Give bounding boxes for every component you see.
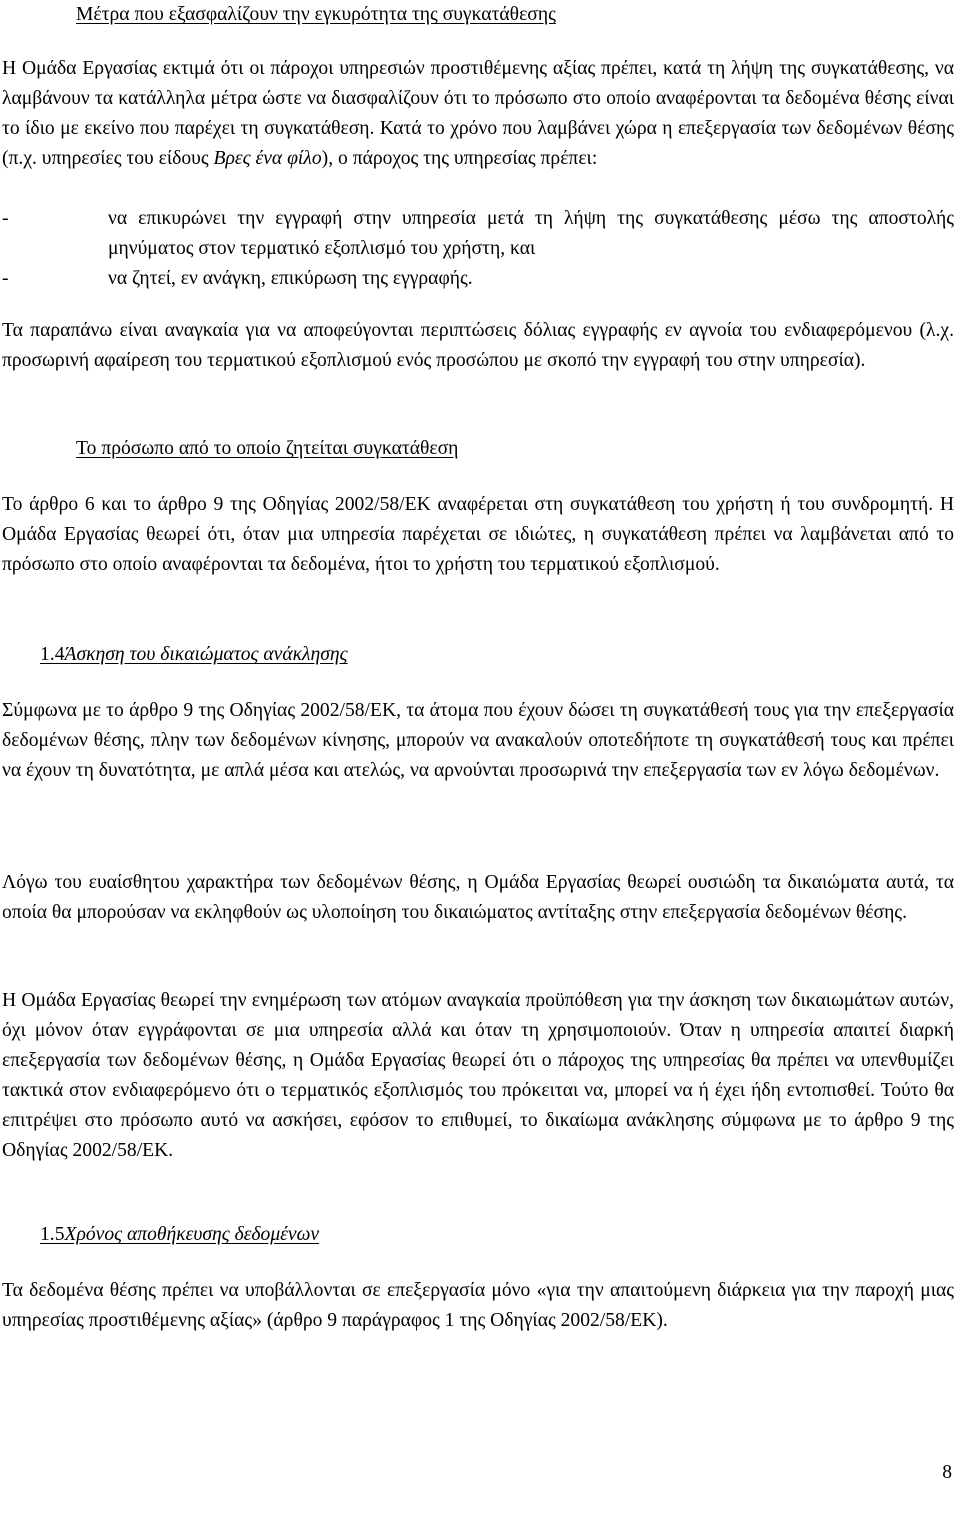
section-title: Χρόνος αποθήκευσης δεδομένων [64,1224,320,1245]
section-title: Άσκηση του δικαιώματος ανάκλησης [64,644,348,665]
requirements-list [2,204,954,294]
list-item-text: να επικυρώνει την εγγραφή στην υπηρεσία μετά τη λήψη της συγκατάθεσης μέσω της αποστολής μηνύματος στον τερματικό εξοπλισμό του χρήστη, και [108,208,954,259]
section-heading-consenting-person: Το πρόσωπο από το οποίο ζητείται συγκατάθεση [76,438,459,459]
bullet-dash: - [2,208,9,229]
paragraph-user-consent: Το άρθρο 6 και το άρθρο 9 της Οδηγίας 2002/58/ΕΚ αναφέρεται στη συγκατάθεση του χρήστη ή του συνδρομητή. Η Ομάδα Εργασίας θεωρεί ότι, όταν μια υπηρεσία παρέχεται σε ιδιώτες, η συγκατάθεση πρέπει να λαμβάνεται από το πρόσωπο στο οποίο αναφέρονται τα δεδομένα, ήτοι το χρήστη του τερματικού εξοπλισμού. [2,494,954,575]
paragraph-sensitive-data: Λόγω του ευαίσθητου χαρακτήρα των δεδομένων θέσης, η Ομάδα Εργασίας θεωρεί ουσιώδη τα δικαιώματα αυτά, τα οποία θα μπορούσαν να εκληφθούν ως υλοποίηση του δικαιώματος αντίταξης στην επεξεργασία δεδομένων θέσης. [2,872,954,923]
section-number: 1.4 [40,644,65,665]
page-number: 8 [942,1462,952,1483]
section-heading-consent-measures: Μέτρα που εξασφαλίζουν την εγκυρότητα της συγκατάθεσης [76,4,556,25]
paragraph-text: ), ο πάροχος της υπηρεσίας πρέπει: [321,148,598,169]
paragraph-consent-validation [2,54,954,174]
section-heading-1-5 [40,1220,319,1250]
list-item-text: να ζητεί, εν ανάγκη, επικύρωση της εγγραφής. [108,268,473,289]
paragraph-withdrawal-right: Σύμφωνα με το άρθρο 9 της Οδηγίας 2002/58/ΕΚ, τα άτομα που έχουν δώσει τη συγκατάθεσή τους για την επεξεργασία δεδομένων θέσης, πλην των δεδομένων κίνησης, μπορούν να ανακαλούν οποτεδήποτε τη συγκατάθεσή τους και πρέπει να έχουν τη δυνατότητα, με απλά μέσα και ατελώς, να αρνούνται προσωρινά την επεξεργασία των εν λόγω δεδομένων. [2,700,954,781]
section-heading-1-4 [40,640,348,670]
paragraph-storage-duration: Τα δεδομένα θέσης πρέπει να υποβάλλονται σε επεξεργασία μόνο «για την απαιτούμενη διάρκεια για την παροχή μιας υπηρεσίας προστιθέμενης αξίας» (άρθρο 9 παράγραφος 1 της Οδηγίας 2002/58/ΕΚ). [2,1280,954,1331]
list-item [2,204,954,264]
section-number: 1.5 [40,1224,65,1245]
paragraph-text: Η Ομάδα Εργασίας εκτιμά ότι οι πάροχοι υπηρεσιών προστιθέμενης αξίας πρέπει, κατά τη λήψη της συγκατάθεσης, να λαμβάνουν τα κατάλληλα μέτρα ώστε να διασφαλίζουν ότι το πρόσωπο στο οποίο αναφέρονται τα δεδομένα θέσης είναι το ίδιο με εκείνο που παρέχει τη συγκατάθεση. Κατά το χρόνο που λαμβάνει χώρα η επεξεργασία των δεδομένων θέσης (π.χ. υπηρεσίες του είδους [2,58,954,169]
list-item [2,264,954,294]
paragraph-information-requirement: Η Ομάδα Εργασίας θεωρεί την ενημέρωση των ατόμων αναγκαία προϋπόθεση για την άσκηση των δικαιωμάτων αυτών, όχι μόνον όταν εγγράφονται σε μια υπηρεσία αλλά και όταν τη χρησιμοποιούν. Όταν η υπηρεσία απαιτεί διαρκή επεξεργασία των δεδομένων θέσης, η Ομάδα Εργασίας θεωρεί ότι ο πάροχος της υπηρεσίας θα πρέπει να υπενθυμίζει τακτικά στον ενδιαφερόμενο ότι ο τερματικός εξοπλισμός του πρόκειται να, μπορεί να ή έχει ήδη εντοπισθεί. Τούτο θα επιτρέψει στο πρόσωπο αυτό να ασκήσει, εφόσον το επιθυμεί, το δικαίωμα ανάκλησης σύμφωνα με το άρθρο 9 της Οδηγίας 2002/58/ΕΚ. [2,990,954,1161]
paragraph-fraud-prevention: Τα παραπάνω είναι αναγκαία για να αποφεύγονται περιπτώσεις δόλιας εγγραφής εν αγνοία του ενδιαφερόμενου (λ.χ. προσωρινή αφαίρεση του τερματικού εξοπλισμού ενός προσώπου με σκοπό την εγγραφή του στην υπηρεσία). [2,320,954,371]
service-example-italic: Βρες ένα φίλο [213,148,322,169]
bullet-dash: - [2,268,9,289]
